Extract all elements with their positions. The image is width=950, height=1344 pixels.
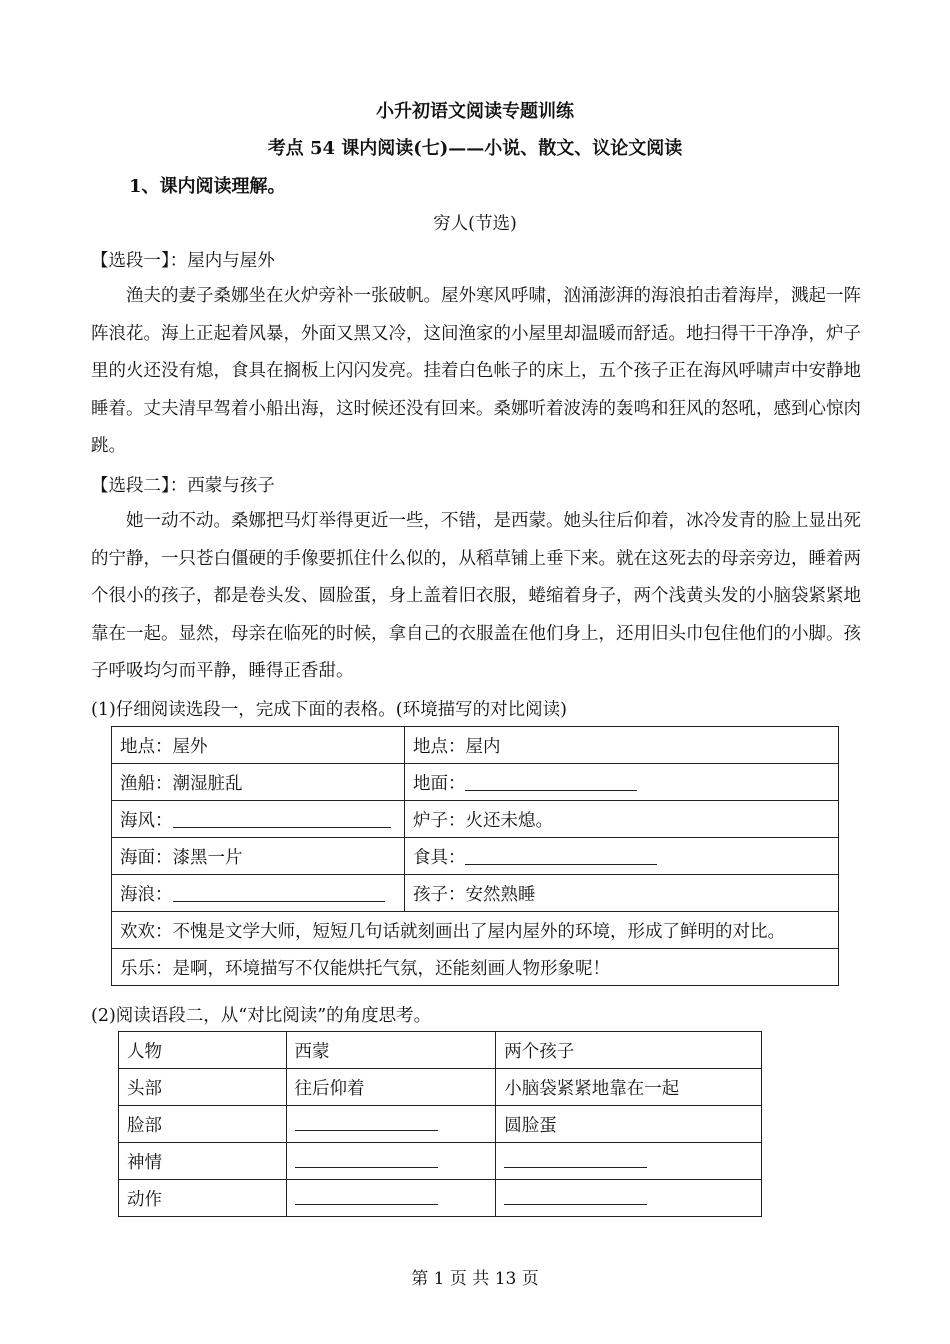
comment-cell: 乐乐：是啊，环境描写不仅能烘托气氛，还能刻画人物形象呢！ (112, 949, 839, 986)
column-header: 人物 (119, 1032, 287, 1069)
answer-blank[interactable] (295, 1114, 438, 1131)
table-row (119, 1069, 762, 1106)
table-cell (286, 1180, 496, 1217)
table-cell: 地点：屋外 (112, 727, 405, 764)
q1-prompt: (1)仔细阅读选段一，完成下面的表格。(环境描写的对比阅读) (91, 700, 567, 720)
table-row (112, 764, 839, 801)
table-cell: 动作 (119, 1180, 287, 1217)
table-cell: 脸部 (119, 1106, 287, 1143)
table-cell (112, 875, 405, 912)
excerpt2-paragraph (91, 503, 861, 691)
excerpt2-label: 【选段二】：西蒙与孩子 (91, 476, 275, 496)
answer-blank[interactable] (504, 1188, 647, 1205)
answer-blank[interactable] (465, 848, 657, 865)
cell-label: 地面： (412, 773, 466, 794)
table-cell: 孩子：安然熟睡 (404, 875, 838, 912)
table-row (112, 801, 839, 838)
answer-blank[interactable] (173, 811, 391, 828)
table-row (119, 1143, 762, 1180)
table-row (112, 875, 839, 912)
page-subtitle: 考点 54 课内阅读(七)——小说、散文、议论文阅读 (267, 138, 683, 159)
excerpt1-paragraph (91, 278, 861, 466)
table-cell (496, 1143, 762, 1180)
answer-blank[interactable] (504, 1151, 647, 1168)
cell-label: 海风： (120, 810, 173, 831)
q2-prompt: (2)阅读语段二，从“对比阅读”的角度思考。 (91, 1006, 432, 1026)
table-cell (404, 764, 838, 801)
passage-title: 穷人(节选) (433, 214, 517, 234)
table-cell: 海面：漆黑一片 (112, 838, 405, 875)
excerpt1-label: 【选段一】：屋内与屋外 (91, 251, 275, 271)
table-row (112, 949, 839, 986)
table-cell (286, 1106, 496, 1143)
table-row (119, 1106, 762, 1143)
section-heading: 1、课内阅读理解。 (129, 176, 286, 197)
table-cell: 头部 (119, 1069, 287, 1106)
column-header: 两个孩子 (496, 1032, 762, 1069)
table-cell: 炉子：火还未熄。 (404, 801, 838, 838)
excerpt1-text: 渔夫的妻子桑娜坐在火炉旁补一张破帆。屋外寒风呼啸，汹涌澎湃的海浪拍击着海岸，溅起一阵阵浪花。海上正起着风暴，外面又黑又冷，这间渔家的小屋里却温暖而舒适。地扫得干干净净，炉子里的火还没有熄，食具在搁板上闪闪发亮。挂着白色帐子的床上，五个孩子正在海风呼啸声中安静地睡着。丈夫清早驾着小船出海，这时候还没有回来。桑娜听着波涛的轰鸣和狂风的怒吼，感到心惊肉跳。 (91, 286, 861, 457)
table-cell: 神情 (119, 1143, 287, 1180)
answer-blank[interactable] (465, 774, 637, 791)
page-footer: 第 1 页 共 13 页 (411, 1269, 539, 1289)
q1-table (111, 726, 839, 986)
column-header: 西蒙 (286, 1032, 496, 1069)
table-row (112, 912, 839, 949)
table-cell (404, 838, 838, 875)
answer-blank[interactable] (295, 1188, 438, 1205)
answer-blank[interactable] (295, 1151, 438, 1168)
table-cell: 圆脸蛋 (496, 1106, 762, 1143)
q2-table (118, 1031, 762, 1217)
answer-blank[interactable] (173, 885, 385, 902)
table-cell: 小脑袋紧紧地靠在一起 (496, 1069, 762, 1106)
table-header-row (119, 1032, 762, 1069)
table-cell: 往后仰着 (286, 1069, 496, 1106)
cell-label: 海浪： (120, 884, 173, 905)
page-title: 小升初语文阅读专题训练 (376, 101, 574, 122)
table-row (112, 838, 839, 875)
table-cell (112, 801, 405, 838)
table-row (112, 727, 839, 764)
table-row (119, 1180, 762, 1217)
table-cell: 渔船：潮湿脏乱 (112, 764, 405, 801)
table-cell (496, 1180, 762, 1217)
cell-label: 食具： (412, 847, 466, 868)
excerpt2-text: 她一动不动。桑娜把马灯举得更近一些，不错，是西蒙。她头往后仰着，冰冷发青的脸上显出死的宁静，一只苍白僵硬的手像要抓住什么似的，从稻草铺上垂下来。就在这死去的母亲旁边，睡着两个很小的孩子，都是卷头发、圆脸蛋，身上盖着旧衣服，蜷缩着身子，两个浅黄头发的小脑袋紧紧地靠在一起。显然，母亲在临死的时候，拿自己的衣服盖在他们身上，还用旧头巾包住他们的小脚。孩子呼吸均匀而平静，睡得正香甜。 (91, 511, 861, 682)
comment-cell: 欢欢：不愧是文学大师，短短几句话就刻画出了屋内屋外的环境，形成了鲜明的对比。 (112, 912, 839, 949)
table-cell: 地点：屋内 (404, 727, 838, 764)
table-cell (286, 1143, 496, 1180)
